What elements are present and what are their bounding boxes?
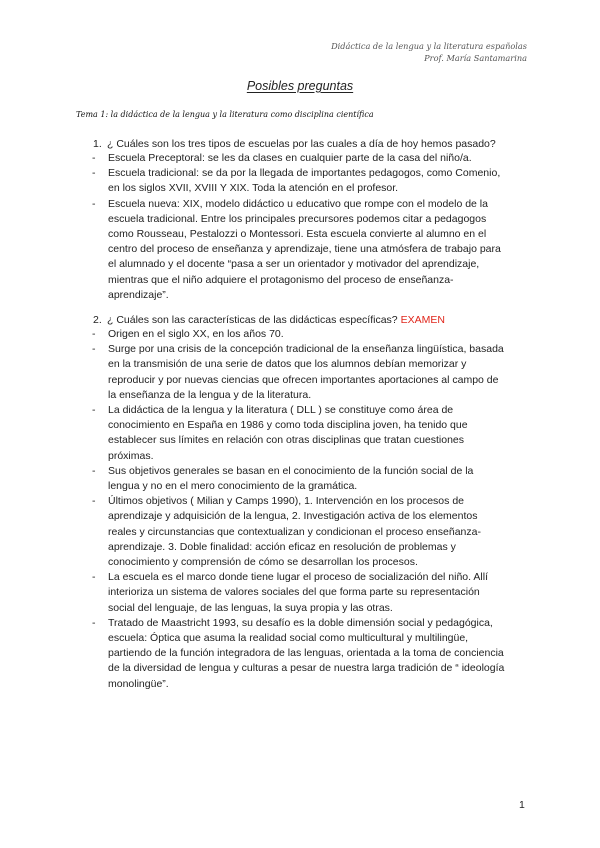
- answer-item: [0, 342, 600, 403]
- bullet-dash: -: [92, 343, 96, 356]
- question-1-text: ¿ Cuáles son los tres tipos de escuelas por las cuales a día de hoy hemos pasado?: [107, 138, 496, 150]
- question-2-number: 2.: [93, 314, 102, 326]
- answer-item: [0, 494, 600, 570]
- answer-item: [0, 616, 600, 692]
- bullet-dash: -: [92, 152, 96, 164]
- bullet-dash: -: [92, 197, 96, 210]
- question-2-text: ¿ Cuáles son las características de las didácticas específicas?: [107, 314, 398, 326]
- answer-text: Escuela tradicional: se da por la llegada de importantes pedagogos, como Comenio, en los siglos XVII, XVIII Y XIX. Toda la atención en el profesor.: [108, 167, 501, 195]
- answer-text: Sus objetivos generales se basan en el conocimiento de la función social de la lengua y no en el mero conocimiento de la gramática.: [108, 464, 474, 493]
- bullet-dash: -: [92, 404, 96, 417]
- bullet-dash: -: [92, 616, 96, 629]
- answer-text: La didáctica de la lengua y la literatura ( DLL ) se constituye como área de conocimiento en España en 1986 y como toda disciplina joven, ha tenido que establecer sus límites en relación con otras disciplinas que tratan cuestiones próximas.: [108, 404, 468, 462]
- bullet-dash: -: [92, 328, 96, 340]
- answer-item: [0, 166, 600, 196]
- header-course: Didáctica de la lengua y la literatura españolas: [331, 41, 527, 51]
- page-title: Posibles preguntas: [246, 79, 354, 93]
- section-heading: Tema 1: la didáctica de la lengua y la literatura como disciplina científica: [76, 110, 374, 119]
- answer-item: [0, 464, 600, 494]
- answer-text: La escuela es el marco donde tiene lugar el proceso de socialización del niño. Allí interioriza un sistema de valores sociales del que forma parte su representación social del lenguaje, de las lenguas, la suya propia y las otras.: [108, 571, 488, 614]
- question-2-answers: [0, 327, 600, 692]
- bullet-dash: -: [92, 495, 96, 508]
- bullet-dash: -: [92, 571, 96, 584]
- bullet-dash: -: [92, 464, 96, 477]
- answer-text: Escuela nueva: XIX, modelo didáctico u educativo que rompe con el modelo de la escuela tradicional. Entre los principales precursores podemos citar a pedagogos como Rousseau, Pestalozzi o Montessori. Esta escuela convierte al alumno en el centro del proceso de enseñanza y aprendizaje, tiene una atmósfera de trabajo para el alumnado y el docente “pasa a ser un orientador y motivador del aprendizaje, mientras que el niño adquiere el protagonismo del proceso de enseñanza-aprendizaje”.: [108, 197, 501, 301]
- page-number: 1: [519, 799, 525, 811]
- answer-text: Surge por una crisis de la concepción tradicional de la enseñanza lingüística, basada en la transmisión de una serie de datos que los alumnos debían memorizar y reproducir y por nuevas ciencias que ofrecen importantes aportaciones al campo de la enseñanza de la lengua y de la literatura.: [108, 343, 504, 401]
- answer-text: Origen en el siglo XX, en los años 70.: [108, 328, 284, 340]
- answer-text: Escuela Preceptoral: se les da clases en cualquier parte de la casa del niño/a.: [108, 152, 472, 164]
- exam-tag: EXAMEN: [400, 314, 445, 326]
- bullet-dash: -: [92, 167, 96, 180]
- header-professor: Prof. María Santamarina: [424, 53, 527, 63]
- answer-item: [0, 197, 600, 303]
- answer-text: Últimos objetivos ( Milian y Camps 1990), 1. Intervención en los procesos de aprendizaje y adquisición de la lengua, 2. Investigación activa de los elementos reales y circunstancias que contextualizan y condicionan el proceso enseñanza-aprendizaje. 3. Doble finalidad: acción eficaz en resolución de problemas y conocimiento y comprensión de cómo se desarrollan los procesos.: [108, 495, 481, 569]
- question-1: [93, 138, 496, 150]
- question-1-number: 1.: [93, 138, 102, 150]
- question-1-answers: [0, 151, 600, 303]
- answer-item: [0, 327, 600, 342]
- answer-item: [0, 403, 600, 464]
- answer-item: [0, 151, 600, 166]
- answer-text: Tratado de Maastricht 1993, su desafío es la doble dimensión social y pedagógica, escuela: Óptica que asuma la realidad social como multicultural y multilingüe, partiendo de la función integradora de las lenguas, orientada a la toma de conciencia de la diversidad de lengua y culturas a pesar de nuestra larga tradición de “ ideología monolingüe”.: [108, 616, 505, 690]
- question-2: [93, 314, 445, 326]
- answer-item: [0, 570, 600, 616]
